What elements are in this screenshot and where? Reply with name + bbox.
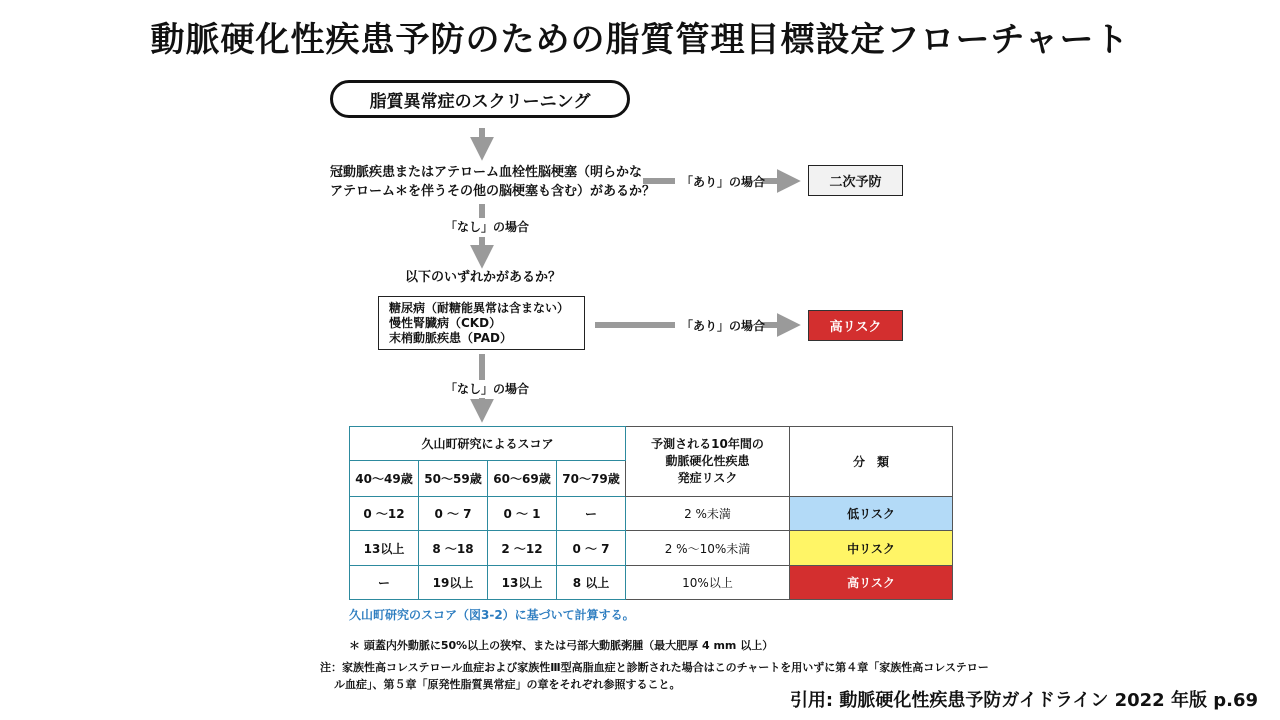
class-cell-low: 低リスク — [790, 497, 953, 531]
risk-cell: 2 %未満 — [626, 497, 790, 531]
risk-cell: 10%以上 — [626, 566, 790, 600]
risk-header-line2: 動脈硬化性疾患 — [665, 454, 750, 468]
condition-item-diabetes: 糖尿病（耐糖能異常は含まない） — [389, 301, 570, 315]
citation: 引用: 動脈硬化性疾患予防ガイドライン 2022 年版 p.69 — [789, 690, 1258, 711]
hisayama-score-table — [349, 426, 953, 600]
age-header: 60〜69歳 — [488, 461, 557, 497]
secondary-prevention-box: 二次予防 — [808, 165, 903, 196]
class-header: 分 類 — [790, 427, 953, 497]
screening-start: 脂質異常症のスクリーニング — [330, 80, 630, 118]
condition-item-ckd: 慢性腎臓病（CKD） — [389, 316, 502, 330]
high-risk-box: 高リスク — [808, 310, 903, 341]
score-cell: ー — [350, 566, 419, 600]
score-cell: 13以上 — [488, 566, 557, 600]
table-row — [350, 497, 953, 531]
risk-header-line1: 予測される10年間の — [651, 437, 764, 451]
score-cell: ー — [557, 497, 626, 531]
risk-header — [626, 427, 790, 497]
class-cell-mid: 中リスク — [790, 531, 953, 566]
page-title: 動脈硬化性疾患予防のための脂質管理目標設定フローチャート — [150, 20, 1130, 60]
question-1-line2: アテローム＊を伴うその他の脳梗塞も含む）があるか？ — [330, 184, 656, 199]
familial-note-line1: 注：家族性高コレステロール血症および家族性Ⅲ型高脂血症と診断された場合はこのチャートを用いずに第４章「家族性高コレステロー — [320, 661, 989, 674]
risk-cell: 2 %〜10%未満 — [626, 531, 790, 566]
score-cell: 0 〜 7 — [419, 497, 488, 531]
class-cell-high: 高リスク — [790, 566, 953, 600]
score-cell: 0 〜 7 — [557, 531, 626, 566]
table-row — [350, 531, 953, 566]
yes-label-2: 「あり」の場合 — [681, 319, 766, 333]
question-2: 以下のいずれかがあるか？ — [405, 270, 562, 285]
condition-list-box — [378, 296, 585, 350]
age-header: 50〜59歳 — [419, 461, 488, 497]
score-cell: 0 〜 1 — [488, 497, 557, 531]
question-1-line1: 冠動脈疾患またはアテローム血栓性脳梗塞（明らかな — [330, 165, 643, 180]
score-cell: 8 〜18 — [419, 531, 488, 566]
asterisk-footnote: ＊ 頭蓋内外動脈に50%以上の狭窄、または弓部大動脈粥腫（最大肥厚 4 mm 以上） — [349, 639, 774, 652]
condition-item-pad: 末梢動脈疾患（PAD） — [389, 331, 512, 345]
no-label-2: 「なし」の場合 — [445, 382, 530, 396]
yes-label-1: 「あり」の場合 — [681, 175, 766, 189]
score-cell: 2 〜12 — [488, 531, 557, 566]
no-label-1: 「なし」の場合 — [445, 220, 530, 234]
risk-header-line3: 発症リスク — [677, 471, 738, 485]
age-header: 40〜49歳 — [350, 461, 419, 497]
score-group-header: 久山町研究によるスコア — [350, 427, 626, 461]
familial-note-line2: ル血症」、第５章「原発性脂質異常症」の章をそれぞれ参照すること。 — [334, 678, 681, 691]
score-cell: 19以上 — [419, 566, 488, 600]
score-calc-note: 久山町研究のスコア（図3-2）に基づいて計算する。 — [349, 608, 635, 622]
table-row — [350, 566, 953, 600]
score-cell: 0 〜12 — [350, 497, 419, 531]
age-header: 70〜79歳 — [557, 461, 626, 497]
score-cell: 8 以上 — [557, 566, 626, 600]
score-cell: 13以上 — [350, 531, 419, 566]
question-1 — [330, 163, 655, 201]
